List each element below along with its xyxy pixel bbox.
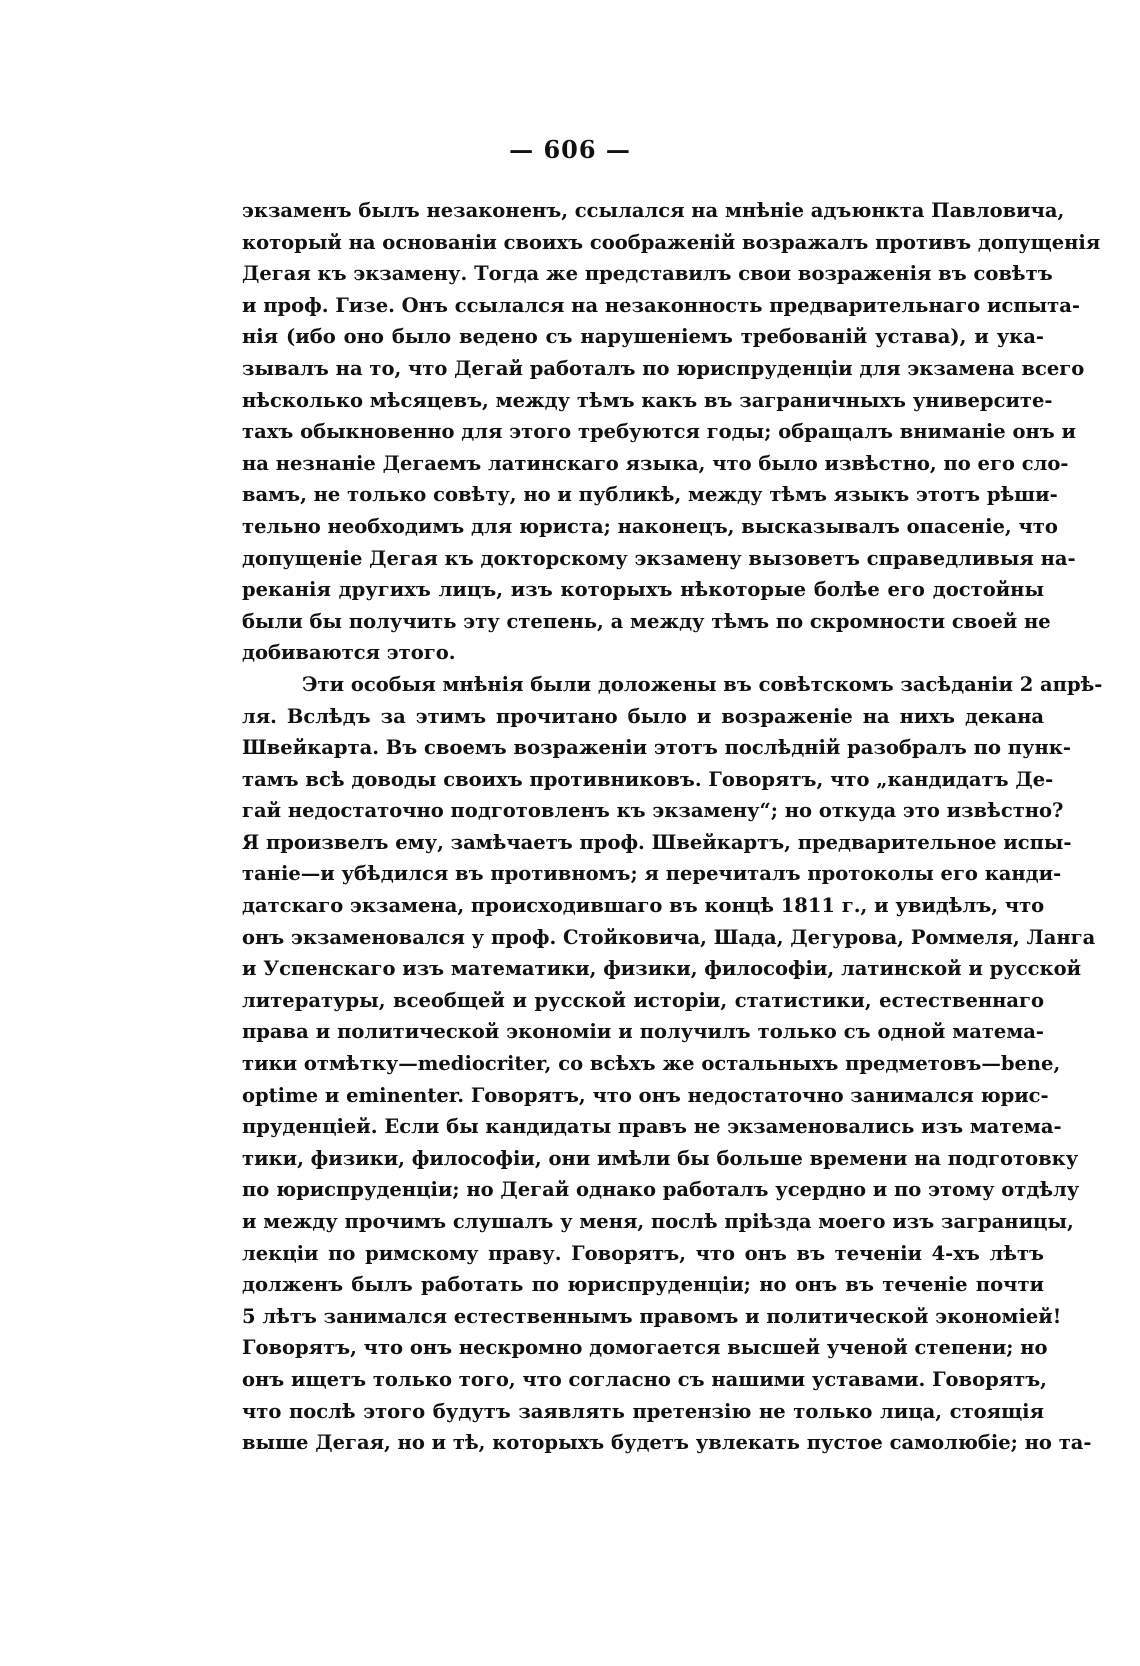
text-line: что послѣ этого будутъ заявлять претензію не только лица, стоящія: [242, 1399, 1044, 1423]
text-line: и проф. Гизе. Онъ ссылался на незаконность предварительнаго испыта-: [242, 293, 1080, 317]
text-line: гай недостаточно подготовленъ къ экзамену“; но откуда это извѣстно?: [242, 799, 1064, 823]
text-line: на незнаніе Дегаемъ латинскаго языка, что было извѣстно, по его сло-: [242, 451, 1069, 475]
text-line: были бы получить эту степень, а между тѣмъ по скромности своей не: [242, 609, 1051, 633]
text-line: лекціи по римскому праву. Говорятъ, что онъ въ теченіи 4-хъ лѣтъ: [242, 1241, 1044, 1265]
text-line: который на основаніи своихъ соображеній возражалъ противъ допущенія: [242, 230, 1101, 254]
page-number: — 606 —: [509, 135, 631, 164]
text-line: добиваются этого.: [242, 641, 456, 665]
text-line: тики, физики, философіи, они имѣли бы больше времени на подготовку: [242, 1146, 1079, 1170]
text-line: права и политической экономіи и получилъ только съ одной матема-: [242, 1020, 1044, 1044]
text-line: литературы, всеобщей и русской исторіи, статистики, естественнаго: [242, 988, 1044, 1012]
text-line: тельно необходимъ для юриста; наконецъ, высказывалъ опасеніе, что: [242, 514, 1058, 538]
text-line: Говорятъ, что онъ нескромно домогается высшей ученой степени; но: [242, 1336, 1048, 1360]
text-line: нія (ибо оно было ведено съ нарушеніемъ требованій устава), и ука-: [242, 325, 1044, 349]
text-line: тахъ обыкновенно для этого требуются годы; обращалъ вниманіе онъ и: [242, 420, 1076, 444]
text-line: optime и eminenter. Говорятъ, что онъ недостаточно занимался юрис-: [242, 1083, 1049, 1107]
text-line: 5 лѣтъ занимался естественнымъ правомъ и политической экономіей!: [242, 1304, 1062, 1328]
text-line: онъ ищетъ только того, что согласно съ нашими уставами. Говорятъ,: [242, 1367, 1047, 1391]
text-line: нѣсколько мѣсяцевъ, между тѣмъ какъ въ заграничныхъ университе-: [242, 388, 1053, 412]
text-line: по юриспруденціи; но Дегай однако работалъ усердно и по этому отдѣлу: [242, 1178, 1080, 1202]
text-line: пруденціей. Если бы кандидаты правъ не экзаменовались изъ матема-: [242, 1115, 1062, 1139]
text-line: вамъ, не только совѣту, но и публикѣ, между тѣмъ языкъ этотъ рѣши-: [242, 483, 1058, 507]
text-line: долженъ былъ работать по юриспруденціи; но онъ въ теченіе почти: [242, 1273, 1044, 1297]
text-line: выше Дегая, но и тѣ, которыхъ будетъ увлекать пустое самолюбіе; но та-: [242, 1431, 1092, 1455]
text-line: и Успенскаго изъ математики, физики, философіи, латинской и русской: [242, 957, 1082, 981]
text-line: и между прочимъ слушалъ у меня, послѣ пріѣзда моего изъ заграницы,: [242, 1210, 1074, 1233]
body-text: [242, 195, 1103, 1459]
text-line: реканія другихъ лицъ, изъ которыхъ нѣкоторые болѣе его достойны: [242, 578, 1044, 602]
text-line: датскаго экзамена, происходившаго въ концѣ 1811 г., и увидѣлъ, что: [242, 894, 1045, 918]
text-line: таніе—и убѣдился въ противномъ; я перечиталъ протоколы его канди-: [242, 862, 1062, 886]
text-line: ля. Вслѣдъ за этимъ прочитано было и возраженіе на нихъ декана: [242, 704, 1044, 728]
text-line: Эти особыя мнѣнія были доложены въ совѣтскомъ засѣданіи 2 апрѣ-: [302, 672, 1103, 696]
text-line: тамъ всѣ доводы своихъ противниковъ. Говорятъ, что „кандидатъ Де-: [242, 767, 1054, 791]
text-line: Швейкарта. Въ своемъ возраженіи этотъ послѣдній разобралъ по пунк-: [242, 736, 1071, 760]
text-line: зывалъ на то, что Дегай работалъ по юриспруденціи для экзамена всего: [242, 356, 1085, 380]
text-line: допущеніе Дегая къ докторскому экзамену вызоветъ справедливыя на-: [242, 546, 1076, 570]
text-line: Я произвелъ ему, замѣчаетъ проф. Швейкартъ, предварительное испы-: [242, 830, 1072, 854]
text-line: онъ экзаменовался у проф. Стойковича, Шада, Дегурова, Роммеля, Ланга: [242, 925, 1096, 949]
text-line: тики отмѣтку—mediocriter, со всѣхъ же остальныхъ предметовъ—bene,: [242, 1052, 1061, 1076]
text-line: Дегая къ экзамену. Тогда же представилъ свои возраженія въ совѣтъ: [242, 262, 1053, 286]
text-line: экзаменъ былъ незаконенъ, ссылался на мнѣніе адъюнкта Павловича,: [242, 199, 1065, 222]
